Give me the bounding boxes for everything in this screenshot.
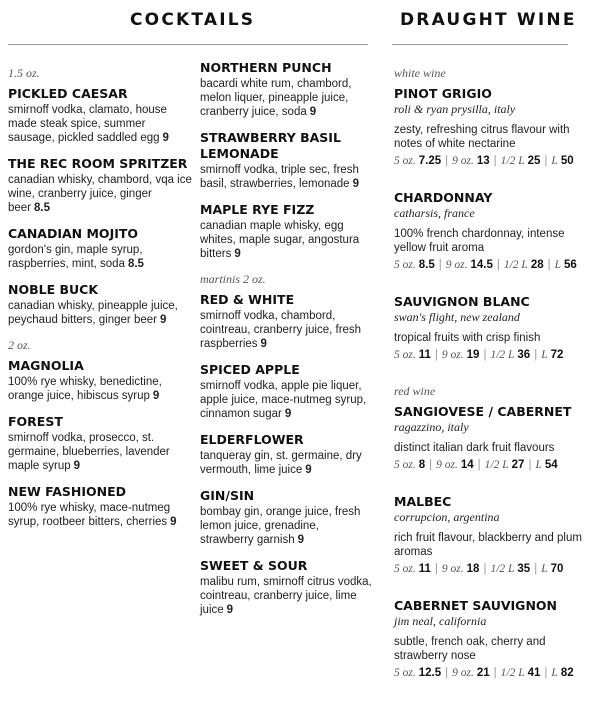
cocktail-item xyxy=(200,130,372,191)
size-label: 9 oz. xyxy=(452,155,474,167)
price-separator: | xyxy=(493,155,497,167)
cocktail-item xyxy=(200,60,372,119)
size-label: L xyxy=(551,155,558,167)
cocktail-name: SWEET & SOUR xyxy=(200,558,308,573)
price-separator: | xyxy=(544,667,548,679)
cocktail-name: ELDERFLOWER xyxy=(200,432,304,447)
price-value: 82 xyxy=(560,667,574,679)
price-value: 27 xyxy=(511,459,525,471)
wine-origin: catharsis, france xyxy=(394,206,475,220)
price-value: 28 xyxy=(530,259,544,271)
wine-name: SANGIOVESE / CABERNET xyxy=(394,404,572,419)
cocktail-item xyxy=(200,292,372,351)
price-separator: | xyxy=(429,459,433,471)
price-value: 36 xyxy=(517,349,531,361)
wine-item xyxy=(394,86,594,168)
wine-origin: swan's flight, new zealand xyxy=(394,310,520,324)
price-value: 11 xyxy=(418,563,431,575)
cocktail-item xyxy=(8,282,194,327)
size-label: 1/2 L xyxy=(503,259,528,271)
size-label: 5 oz. xyxy=(394,155,416,167)
price-value: 14 xyxy=(460,459,474,471)
cocktail-description: 100% rye whisky, benedictine, orange juice, hibiscus syrup 9 xyxy=(8,376,162,402)
wine-section xyxy=(394,66,594,362)
size-label: 1/2 L xyxy=(500,155,525,167)
cocktail-name: PICKLED CAESAR xyxy=(8,86,128,101)
price-separator: | xyxy=(483,563,487,575)
size-label: L xyxy=(551,667,558,679)
wine-origin: jim neal, california xyxy=(394,614,487,628)
price-separator: | xyxy=(434,563,438,575)
wine-divider xyxy=(392,44,568,45)
price-separator: | xyxy=(438,259,442,271)
cocktail-item xyxy=(8,86,194,145)
cocktail-name: GIN/SIN xyxy=(200,488,255,503)
cocktail-name: NORTHERN PUNCH xyxy=(200,60,332,75)
cocktail-section xyxy=(8,66,194,327)
price-value: 41 xyxy=(527,667,541,679)
cocktail-price: 9 xyxy=(73,460,81,472)
price-value: 25 xyxy=(527,155,541,167)
price-separator: | xyxy=(547,259,551,271)
cocktail-price: 9 xyxy=(309,106,317,118)
price-value: 70 xyxy=(550,563,564,575)
cocktails-divider xyxy=(8,44,368,45)
section-label: martinis 2 oz. xyxy=(200,272,266,286)
size-label: L xyxy=(554,259,562,271)
cocktail-item xyxy=(200,488,372,547)
size-label: L xyxy=(535,459,542,471)
price-separator: | xyxy=(477,459,481,471)
wine-item xyxy=(394,190,594,272)
price-separator: | xyxy=(445,667,449,679)
size-label: 5 oz. xyxy=(394,459,416,471)
cocktail-description: gordon's gin, maple syrup, raspberries, mint, soda 8.5 xyxy=(8,244,144,270)
wine-item xyxy=(394,294,594,362)
size-label: L xyxy=(541,563,548,575)
wine-pricing xyxy=(394,666,594,680)
price-separator: | xyxy=(528,459,532,471)
cocktail-name: NOBLE BUCK xyxy=(8,282,99,297)
cocktail-price: 9 xyxy=(297,534,304,546)
cocktail-name: SPICED APPLE xyxy=(200,362,300,377)
size-label: 1/2 L xyxy=(490,563,515,575)
price-separator: | xyxy=(534,349,538,361)
size-label: 1/2 L xyxy=(490,349,515,361)
cocktail-item xyxy=(200,432,372,477)
cocktail-description: smirnoff vodka, prosecco, st. germaine, blueberries, lavender maple syrup 9 xyxy=(8,432,170,472)
cocktail-price: 9 xyxy=(234,248,241,260)
wine-description: subtle, french oak, cherry and strawberry nose xyxy=(394,636,546,662)
wine-description: 100% french chardonnay, intense yellow fruit aroma xyxy=(394,228,565,254)
price-separator: | xyxy=(534,563,538,575)
wine-origin: corrupcion, argentina xyxy=(394,510,500,524)
size-label: 5 oz. xyxy=(394,667,416,679)
size-label: 1/2 L xyxy=(484,459,509,471)
price-value: 18 xyxy=(466,563,480,575)
wine-name: SAUVIGNON BLANC xyxy=(394,294,530,309)
size-label: 9 oz. xyxy=(441,349,464,361)
wine-name: CABERNET SAUVIGNON xyxy=(394,598,557,613)
cocktail-item xyxy=(200,362,372,421)
cocktail-price: 8.5 xyxy=(127,258,144,270)
cocktails-heading: COCKTAILS xyxy=(130,10,256,30)
price-value: 8.5 xyxy=(418,259,435,271)
wine-pricing xyxy=(394,458,594,472)
cocktail-name: NEW FASHIONED xyxy=(8,484,127,499)
cocktails-right-column xyxy=(200,60,372,628)
price-separator: | xyxy=(544,155,548,167)
price-separator: | xyxy=(496,259,500,271)
wine-column xyxy=(394,62,594,702)
cocktail-price: 9 xyxy=(226,604,234,616)
cocktail-item xyxy=(200,202,372,261)
wine-name: CHARDONNAY xyxy=(394,190,493,205)
cocktail-description: tanqueray gin, st. germaine, dry vermouth, lime juice 9 xyxy=(200,450,362,476)
section-label: white wine xyxy=(394,66,446,80)
cocktail-description: canadian whisky, pineapple juice, peychaud bitters, ginger beer 9 xyxy=(8,300,178,326)
cocktail-price: 9 xyxy=(162,132,169,144)
cocktail-item xyxy=(8,414,194,473)
size-label: 9 oz. xyxy=(445,259,468,271)
cocktail-description: canadian maple whisky, egg whites, maple sugar, angostura bitters 9 xyxy=(200,220,360,260)
section-label: 2 oz. xyxy=(8,338,31,352)
size-label: 5 oz. xyxy=(394,349,416,361)
price-value: 21 xyxy=(476,667,490,679)
price-value: 19 xyxy=(466,349,480,361)
size-label: 9 oz. xyxy=(436,459,458,471)
draught-wine-heading: DRAUGHT WINE xyxy=(400,10,577,30)
wine-item xyxy=(394,598,594,680)
cocktail-price: 8.5 xyxy=(34,202,51,214)
cocktail-price: 9 xyxy=(159,314,167,326)
cocktail-price: 9 xyxy=(170,516,177,528)
section-label: red wine xyxy=(394,384,436,398)
wine-description: zesty, refreshing citrus flavour with notes of white nectarine xyxy=(394,124,570,150)
price-value: 56 xyxy=(564,259,577,271)
wine-description: tropical fruits with crisp finish xyxy=(394,332,541,344)
cocktail-item xyxy=(8,484,194,529)
cocktail-price: 9 xyxy=(284,408,292,420)
price-value: 7.25 xyxy=(418,155,442,167)
cocktail-description: bacardi white rum, chambord, melon liquer, pineapple juice, cranberry juice, soda 9 xyxy=(200,78,352,118)
price-value: 72 xyxy=(550,349,564,361)
cocktail-item xyxy=(8,226,194,271)
price-value: 12.5 xyxy=(418,667,442,679)
price-separator: | xyxy=(434,349,438,361)
cocktail-item xyxy=(8,358,194,403)
cocktail-description: smirnoff vodka, triple sec, fresh basil, strawberries, lemonade 9 xyxy=(200,164,359,190)
wine-origin: roli & ryan prysilla, italy xyxy=(394,102,516,116)
cocktail-price: 9 xyxy=(352,178,359,190)
cocktail-item xyxy=(8,156,194,215)
price-value: 50 xyxy=(560,155,574,167)
price-value: 14.5 xyxy=(470,259,493,271)
wine-origin: ragazzino, italy xyxy=(394,420,469,434)
cocktail-name: CANADIAN MOJITO xyxy=(8,226,139,241)
wine-item xyxy=(394,404,594,472)
price-value: 13 xyxy=(476,155,490,167)
size-label: 5 oz. xyxy=(394,259,416,271)
price-separator: | xyxy=(445,155,449,167)
cocktails-left-column xyxy=(8,62,194,540)
cocktail-description: canadian whisky, chambord, vqa ice wine, cranberry juice, ginger beer 8.5 xyxy=(8,174,192,214)
cocktail-name: STRAWBERRY BASIL LEMONADE xyxy=(200,130,341,161)
wine-description: rich fruit flavour, blackberry and plum aromas xyxy=(394,532,582,558)
cocktail-description: smirnoff vodka, chambord, cointreau, cranberry juice, fresh raspberries 9 xyxy=(200,310,362,350)
cocktail-price: 9 xyxy=(305,464,312,476)
cocktail-price: 9 xyxy=(152,390,160,402)
wine-name: PINOT GRIGIO xyxy=(394,86,492,101)
section-label: 1.5 oz. xyxy=(8,66,40,80)
price-value: 54 xyxy=(544,459,558,471)
cocktail-name: RED & WHITE xyxy=(200,292,295,307)
price-separator: | xyxy=(483,349,487,361)
cocktail-item xyxy=(200,558,372,617)
wine-name: MALBEC xyxy=(394,494,452,509)
cocktail-description: smirnoff vodka, apple pie liquer, apple juice, mace-nutmeg syrup, cinnamon sugar 9 xyxy=(200,380,367,420)
wine-item xyxy=(394,494,594,576)
cocktail-section xyxy=(200,60,372,261)
cocktail-name: MAPLE RYE FIZZ xyxy=(200,202,315,217)
price-value: 35 xyxy=(517,563,531,575)
wine-pricing xyxy=(394,348,594,362)
cocktail-price: 9 xyxy=(260,338,267,350)
cocktail-name: MAGNOLIA xyxy=(8,358,84,373)
cocktail-section xyxy=(200,272,372,617)
cocktail-description: 100% rye whisky, mace-nutmeg syrup, rootbeer bitters, cherries 9 xyxy=(8,502,177,528)
cocktail-name: THE REC ROOM SPRITZER xyxy=(8,156,188,171)
size-label: 9 oz. xyxy=(441,563,464,575)
size-label: 1/2 L xyxy=(500,667,525,679)
cocktail-description: smirnoff vodka, clamato, house made steak spice, summer sausage, pickled saddled egg 9 xyxy=(8,104,169,144)
price-value: 11 xyxy=(418,349,431,361)
size-label: 5 oz. xyxy=(394,563,416,575)
size-label: L xyxy=(541,349,548,361)
size-label: 9 oz. xyxy=(452,667,474,679)
wine-pricing xyxy=(394,258,594,272)
wine-pricing xyxy=(394,562,594,576)
price-value: 8 xyxy=(418,459,426,471)
wine-description: distinct italian dark fruit flavours xyxy=(394,442,555,454)
cocktail-description: malibu rum, smirnoff citrus vodka, cointreau, cranberry juice, lime juice 9 xyxy=(200,576,372,616)
cocktail-description: bombay gin, orange juice, fresh lemon juice, grenadine, strawberry garnish 9 xyxy=(200,506,361,546)
cocktail-name: FOREST xyxy=(8,414,63,429)
wine-section xyxy=(394,384,594,680)
wine-pricing xyxy=(394,154,594,168)
cocktail-section xyxy=(8,338,194,529)
price-separator: | xyxy=(493,667,497,679)
